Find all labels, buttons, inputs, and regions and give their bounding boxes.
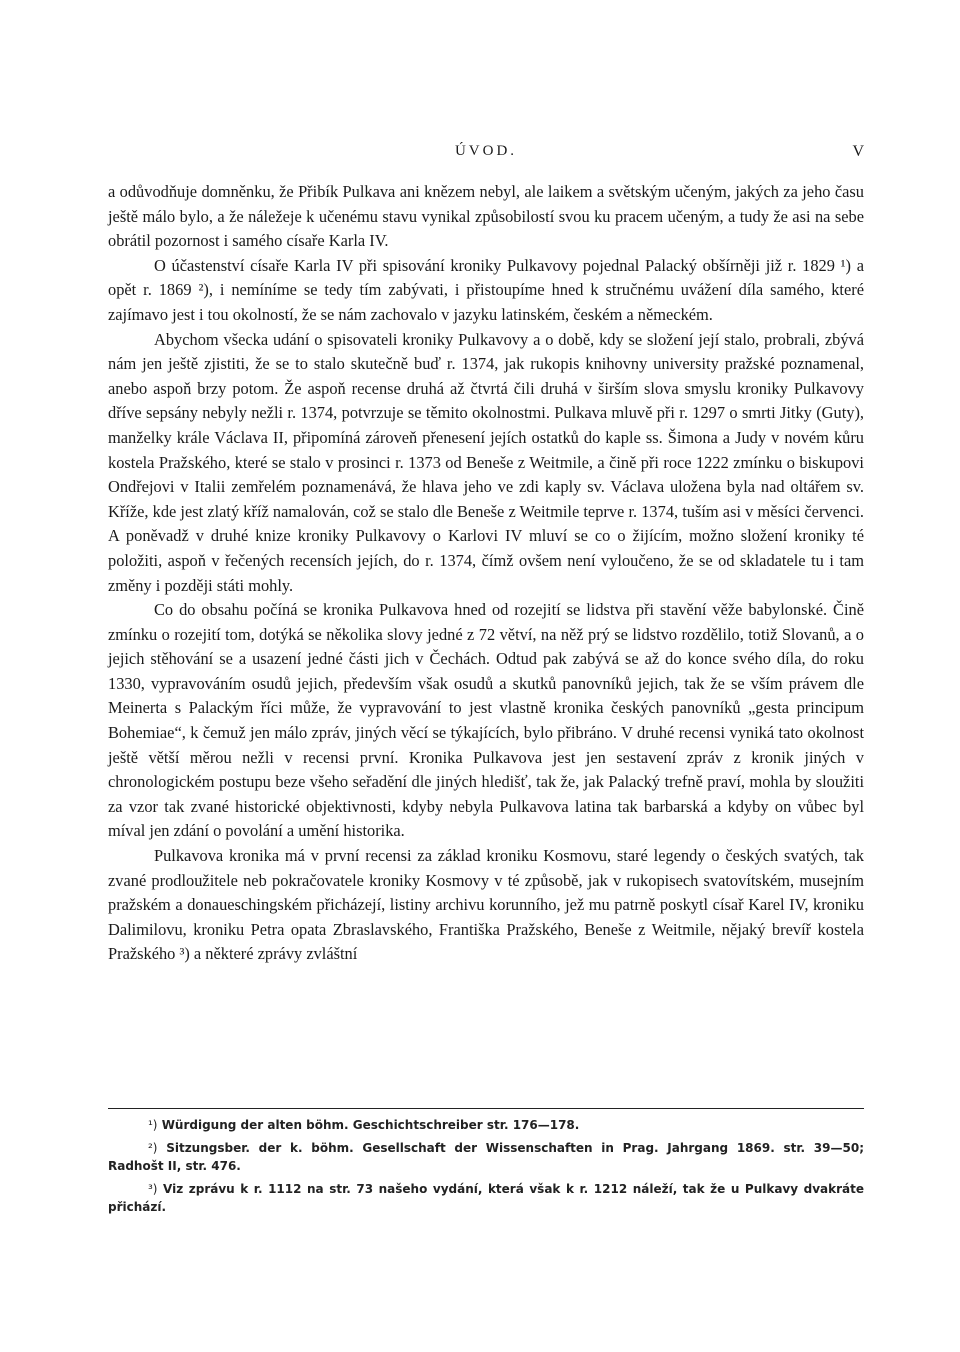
footnote: [108, 1116, 864, 1134]
body-text: [108, 180, 864, 967]
paragraph: Co do obsahu počíná se kronika Pulkavova hned od rozejití se lidstva při stavění věže babylonské. Čině zmínku o rozejití tom, dotýká se několika slovy jedné z 72 větví, na něž prý se lidstvo rozdělilo, totiž Slovanů, a o jejich stěhování se a usazení jedné části jich v Čechách. Odtud pak zabývá se až do konce svého díla, do roku 1330, vypravováním osudů jejich, především však osudů a skutků panovníků jejich, tak že se vším právem dle Meinerta s Palackým říci může, že vypravování to jest vlastně kronika českých panovníků „gesta principum Bohemiae“, k čemuž jen málo zpráv, jiných věcí se týkajících, bylo přibráno. V druhé recensi vyniká tato okolnost ještě větší měrou nežli v recensi první. Kronika Pulkavova jest jen sestavení zpráv z kronik jiných v chronologickém postupu beze všeho seřadění dle jiných hledišť, tak že, jak Palacký trefně praví, mohla by sloužiti za vzor tak zvané historické objektivnosti, kdyby nebyla Pulkavova latina tak barbarská a kdyby on vůbec byl míval jen zdání o povolání a umění historika.: [108, 600, 864, 841]
footnote-mark: ²): [148, 1141, 158, 1155]
footnote-text: Würdigung der alten böhm. Geschichtschreiber str. 176—178.: [161, 1118, 580, 1132]
footnote-mark: ¹): [148, 1118, 158, 1132]
paragraph: Pulkavova kronika má v první recensi za základ kroniku Kosmovu, staré legendy o českých svatých, tak zvané prodloužitele neb pokračovatele kroniky Kosmovy v té způsobě, jak v rukopisech svatovítském, musejním pražském a donaueschingském přicházejí, listiny archivu korunního, jež mu patrně poskytl císař Karel IV, kroniku Dalimilovu, kroniku Petra opata Zbraslavského, Františka Pražského, Beneše z Weitmile, nějaký brevíř kostela Pražského ³) a některé zprávy zvláštní: [108, 846, 864, 964]
running-title: ÚVOD.: [454, 143, 518, 159]
paragraph: a odůvodňuje domněnku, že Přibík Pulkava ani knězem nebyl, ale laikem a světským učeným, jakých za jeho času ještě málo bylo, a že náležeje k učenému stavu vynikal způsobilostí svou ku pracem učeným, a tudy že asi na sebe obrátil pozornost i samého císaře Karla IV.: [108, 182, 864, 251]
footnotes: [108, 1116, 864, 1221]
footnote-mark: ³): [148, 1182, 158, 1196]
footnote-divider: [108, 1108, 864, 1109]
footnote: [108, 1139, 864, 1175]
footnote-text: Viz zprávu k r. 1112 na str. 73 našeho vydání, která však k r. 1212 náleží, tak že u Pulkavy dvakráte přichází.: [108, 1182, 864, 1214]
paragraph: O účastenství císaře Karla IV při spisování kroniky Pulkavovy pojednal Palacký obšírněji již r. 1829 ¹) a opět r. 1869 ²), i nemíníme se tedy tím zabývati, i přistoupíme hned k stručnému uvážení díla samého, které zajímavo jest i tou okolností, že se nám zachovalo v jazyku latinském, českém a německém.: [108, 255, 864, 324]
footnote: [108, 1180, 864, 1216]
footnote-text: Sitzungsber. der k. böhm. Gesellschaft der Wissenschaften in Prag. Jahrgang 1869. str. 39—50; Radhošt II, str. 476.: [108, 1141, 864, 1173]
paragraph: Abychom všecka udání o spisovateli kroniky Pulkavovy a o době, kdy se složení její stalo, probrali, zbývá nám jen ještě zjistiti, že se to stalo skutečně buď r. 1374, jak rukopis knihovny university pražské poznamenal, anebo aspoň brzy potom. Že aspoň recense druhá až čtvrtá čili druhá v širším slova smyslu kroniky Pulkavovy dříve sepsány nebyly nežli r. 1374, potvrzuje se těmito okolnostmi. Pulkava mluvě při r. 1297 o smrti Jitky (Guty), manželky krále Václava II, připomíná zároveň přenesení jejích ostatků do kaple ss. Šimona a Judy v novém kůru kostela Pražského, které se stalo v prosinci r. 1373 od Beneše z Weitmile, a čině při roce 1222 zmínku o biskupovi Ondřejovi v Italii zemřelém poznamenává, že hlava jeho ve zdi kaply sv. Václava uložena byla nad oltářem sv. Kříže, kde jest zlatý kříž namalován, což se stalo dle Beneše z Weitmile teprve r. 1374, tuším asi v měsíci červenci. A poněvadž v druhé knize kroniky Pulkavovy o Karlovi IV mluví se co o žijícím, možno složení kroniky té položiti, aspoň v řečených recensích jejích, do r. 1374, čímž ovšem není vyloučeno, že se od skladatele tu i tam změny i později státi mohly.: [108, 329, 864, 595]
page-header: [108, 143, 864, 169]
page-number: V: [852, 143, 864, 160]
